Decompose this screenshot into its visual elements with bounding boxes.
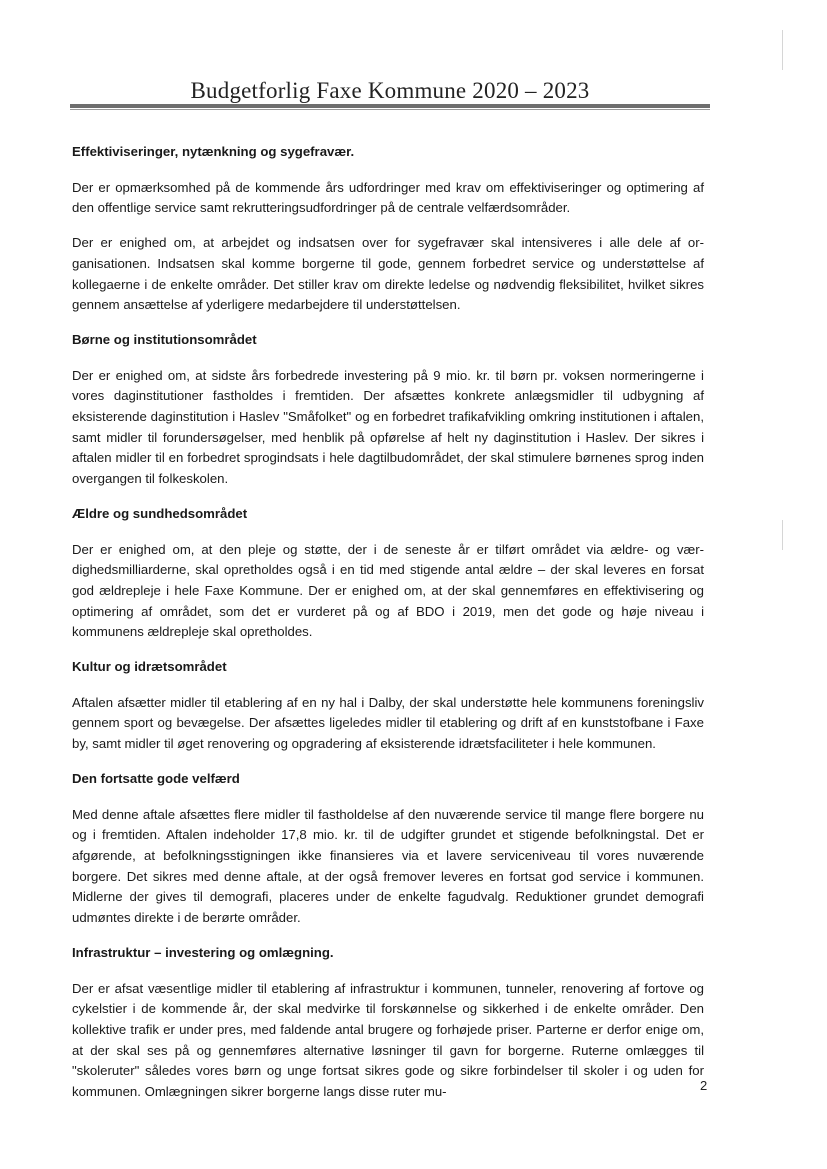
section-heading: Den fortsatte gode velfærd <box>72 770 240 786</box>
scan-edge-mark <box>782 30 783 70</box>
paragraph: Med denne aftale afsættes flere midler til fastholdelse af den nuværende service til mange flere borgere nu og i fremtiden. Aftalen indeholder 17,8 mio. kr. til de udgifter grundet et stigende befolkningstal. Det er afgørende, at befolkningsstigningen ikke finansieres via et lavere serviceniveau til vores nuværende borgere. Det sikres med denne aftale, at der også fremover leveres en fortsat god service i kommunen. Midlerne der gives til demografi, placeres under de enkelte fagudvalg. Reduktioner grundet demografi udmøntes direkte i de berørte områder. <box>72 806 704 926</box>
page-number: 2 <box>700 1078 708 1093</box>
section-heading: Effektiviseringer, nytænkning og sygefravær. <box>72 144 355 159</box>
paragraph: Der er enighed om, at sidste års forbedrede investering på 9 mio. kr. til børn pr. voksen normeringerne i vores daginstitutioner fastholdes i fremtiden. Der afsættes konkrete anlægsmidler til udbygning af eksisterende daginstitution i Haslev "Småfolket" og en forbedret trafikafvikling omkring institutionen i aftalen, samt midler til forundersøgelser, med henblik på opførelse af helt ny daginstitution i Haslev. Der sikres i aftalen midler til en forbedret sprogindsats i hele dagtilbudområdet, der skal stimulere børnenes sprog inden overgangen til folkeskolen. <box>72 367 704 487</box>
section-velfaerd <box>72 769 704 929</box>
section-kultur-idraet <box>72 657 704 755</box>
section-boerne-institution <box>72 330 704 490</box>
section-heading: Infrastruktur – investering og omlægning. <box>72 944 334 960</box>
paragraph: Aftalen afsætter midler til etablering af en ny hal i Dalby, der skal understøtte hele kommunens foreningsliv gennem sport og bevægelse. Der afsættes ligeledes midler til etablering og drift af en kunststofbane i Faxe by, samt midler til øget renovering og opgradering af eksisterende idrætsfaciliteter i hele kommunen. <box>72 694 704 752</box>
section-effektiviseringer <box>72 142 704 316</box>
paragraph: Der er afsat væsentlige midler til etablering af infrastruktur i kommunen, tunneler, renovering af fortove og cykelstier i de kommende år, der skal medvirke til forskønnelse og sikkerhed i de enkelte områder. Den kollektive trafik er under pres, med faldende antal brugere og forhøjede priser. Parterne er derfor enige om, at der skal ses på og gennemføres alternative løsninger til gavn for borgerne. Ruterne omlægges til "skoleruter" således vores børn og unge fortsat sikres gode og sikre forbindelser til skoler i og uden for kommunen. Omlægningen sikrer borgerne langs disse ruter mu- <box>72 980 704 1100</box>
section-heading: Kultur og idrætsområdet <box>72 659 227 675</box>
paragraph: Der er enighed om, at arbejdet og indsatsen over for sygefravær skal intensiveres i alle dele af organisationen. Indsatsen skal komme borgerne til gode, gennem forbedret service og understøttelse af kollegaerne i de enkelte områder. Det stiller krav om direkte ledelse og nødvendig fleksibilitet, hvilket sikres gennem ansættelse af yderligere medarbejdere til understøttelsen. <box>72 235 704 313</box>
section-aeldre-sundhed <box>72 504 704 643</box>
paragraph: Der er enighed om, at den pleje og støtte, der i de seneste år er tilført området via ældre- og værdighedsmilliarderne, skal opretholdes også i en tid med stigende antal ældre – der skal leveres en forsat god ældrepleje i hele Faxe Kommune. Der er enighed om, at der skal gennemføres en effektivisering og optimering af området, som det er vurderet på og af BDO i 2019, men det gode og høje niveau i kommunens ældrepleje skal opretholdes. <box>72 541 704 640</box>
document-body <box>72 142 704 1117</box>
section-heading: Børne og institutionsområdet <box>72 331 257 347</box>
header-divider-thin <box>70 109 710 110</box>
section-heading: Ældre og sundhedsområdet <box>72 505 248 521</box>
scan-edge-mark <box>782 520 783 550</box>
page-header-title: Budgetforlig Faxe Kommune 2020 – 2023 <box>190 78 590 103</box>
section-infrastruktur <box>72 943 704 1103</box>
header-divider <box>70 104 710 108</box>
paragraph: Der er opmærksomhed på de kommende års udfordringer med krav om effektiviseringer og optimering af den offentlige service samt rekrutteringsudfordringer på de centrale velfærdsområder. <box>72 179 704 216</box>
